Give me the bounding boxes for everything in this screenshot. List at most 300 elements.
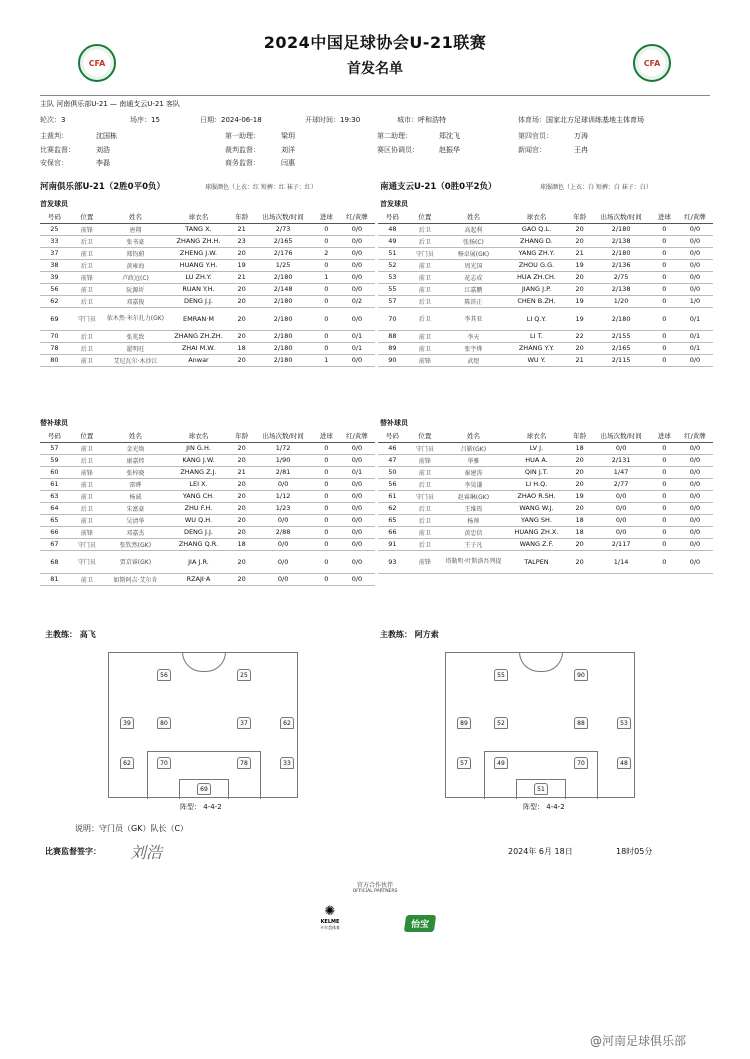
table-row [378,259,713,271]
table-cell: 2/165 [591,342,652,354]
table-cell: ZHOU G.G. [504,259,569,271]
table-cell: 18 [231,342,253,354]
table-row [378,223,713,235]
table-cell: 20 [569,502,591,514]
table-cell: 后卫 [407,295,443,307]
table-cell: ZHANG Z.J. [166,466,231,478]
table-row [40,295,375,307]
table-cell: 19 [569,490,591,502]
table-row [378,478,713,490]
table-cell: 2/75 [591,271,652,283]
home-formation: 阵型： 4-4-2 [180,803,222,811]
table-cell: 守门员 [69,550,105,573]
table-cell: 前卫 [407,259,443,271]
col-header: 号码 [378,430,407,442]
table-cell: 20 [231,354,253,366]
table-cell: 1/25 [253,259,314,271]
table-cell: 0/1 [339,330,375,342]
partners-subtitle: OFFICIAL PARTNERS [352,889,398,894]
col-header: 出场次数/时间 [253,430,314,442]
table-cell: 0 [652,271,677,283]
table-row [40,478,375,490]
table-cell: 张宇烨 [443,342,504,354]
table-cell: QIN J.T. [504,466,569,478]
table-cell: 塔勒明·叶斯洛吾列提 [443,550,504,573]
col-header: 号码 [40,211,69,223]
table-cell: 57 [40,442,69,454]
table-cell: 80 [40,354,69,366]
table-cell: 0/0 [677,354,713,366]
table-cell: 0 [652,235,677,247]
table-cell: 守门员 [407,247,443,259]
yibao-logo: 怡宝 [404,915,436,932]
table-cell: 20 [231,502,253,514]
table-row [378,295,713,307]
table-cell: 2/180 [253,330,314,342]
table-cell: 37 [40,247,69,259]
col-header: 姓名 [443,430,504,442]
field-no: 场序：15 [130,116,160,124]
table-cell: 0 [652,342,677,354]
table-cell: 依木然·米尔扎力(GK) [105,307,166,330]
table-cell: 后卫 [69,295,105,307]
table-cell: 1/0 [677,295,713,307]
table-cell: 1/20 [591,295,652,307]
table-row [40,259,375,271]
away-subs-label: 替补球员 [380,419,408,427]
table-row [40,490,375,502]
table-cell: 0 [652,442,677,454]
table-cell: 李天 [443,330,504,342]
table-cell: 前锋 [69,466,105,478]
table-cell: 1/47 [591,466,652,478]
table-cell: 1/23 [253,502,314,514]
table-cell: 黄忠信 [443,526,504,538]
table-cell: 1/90 [253,454,314,466]
table-cell: 2/138 [591,235,652,247]
table-cell: 59 [40,454,69,466]
player-shirt-icon: 33 [280,757,294,769]
table-cell: 78 [40,342,69,354]
table-row [378,330,713,342]
table-cell: 0 [652,526,677,538]
table-cell: 56 [40,283,69,295]
table-cell: 0/0 [253,514,314,526]
table-cell: 57 [378,295,407,307]
table-cell: 后卫 [407,538,443,550]
sign-date: 2024年 6月 18日 [508,847,573,856]
table-cell: 0 [314,283,339,295]
table-cell: 0 [652,247,677,259]
player-shirt-icon: 39 [120,717,134,729]
table-row [378,247,713,259]
table-row [378,283,713,295]
table-cell: 2 [314,247,339,259]
table-cell: 0/0 [339,354,375,366]
table-cell: 1 [314,271,339,283]
table-cell: 18 [569,526,591,538]
table-cell: 后卫 [69,330,105,342]
table-cell: 20 [231,550,253,573]
table-cell: 20 [231,247,253,259]
table-cell: 61 [40,478,69,490]
table-cell: 0/0 [339,454,375,466]
table-cell: 0/0 [677,442,713,454]
table-cell: 0/0 [677,466,713,478]
player-shirt-icon: 88 [574,717,588,729]
table-row [40,330,375,342]
col-header: 位置 [407,430,443,442]
table-cell: 0 [314,538,339,550]
table-cell: 0 [314,573,339,585]
table-cell: HUA ZH.CH. [504,271,569,283]
player-shirt-icon: 48 [617,757,631,769]
table-row [40,550,375,573]
table-cell: 49 [378,235,407,247]
table-cell: 秦建涛 [443,466,504,478]
table-row [378,442,713,454]
table-cell: 0 [314,235,339,247]
table-cell: 前卫 [407,271,443,283]
table-cell: 李昊谦 [443,478,504,490]
home-formation-pitch [108,652,298,798]
table-cell: 0 [314,259,339,271]
table-cell: 0/2 [339,295,375,307]
table-cell: 48 [378,223,407,235]
table-cell: 70 [40,330,69,342]
table-row [40,538,375,550]
table-cell: 2/155 [591,330,652,342]
table-cell: 18 [569,514,591,526]
table-row [40,526,375,538]
col-header: 进球 [652,211,677,223]
table-cell: Anwar [166,354,231,366]
home-starters-label: 首发球员 [40,200,68,208]
table-cell: 2/180 [591,247,652,259]
table-cell: 20 [569,235,591,247]
table-cell: 0 [652,514,677,526]
table-row [378,466,713,478]
table-cell: ZHENG J.W. [166,247,231,259]
table-cell: 花志成 [443,271,504,283]
page-title: 2024中国足球协会U-21联赛 [263,33,487,52]
city: 城市：呼和浩特 [397,116,446,124]
table-cell: 20 [231,526,253,538]
away-coach: 主教练： 阿方索 [380,630,439,639]
table-cell: YANG CH. [166,490,231,502]
table-cell: 1/14 [591,550,652,573]
table-cell: 0 [652,259,677,271]
table-cell: 0 [652,502,677,514]
table-cell: ZHANG D. [504,235,569,247]
table-cell: 56 [378,478,407,490]
table-cell: 0/0 [677,538,713,550]
col-header: 进球 [314,430,339,442]
col-header: 红/黄牌 [339,430,375,442]
table-cell: 杨帅 [443,514,504,526]
table-cell: 60 [40,466,69,478]
table-cell: 守门员 [69,307,105,330]
table-cell: 70 [378,307,407,330]
table-cell: 张书豪 [105,235,166,247]
table-cell: 王维筠 [443,502,504,514]
table-cell: 0/0 [339,502,375,514]
table-cell: 朱富豪 [105,502,166,514]
table-cell: 0 [314,307,339,330]
table-cell: 张兆致 [105,330,166,342]
table-cell: EMRAN·M [166,307,231,330]
table-cell: 0/1 [677,330,713,342]
player-shirt-icon: 52 [494,717,508,729]
table-cell: 0 [314,502,339,514]
table-cell: RUAN Y.H. [166,283,231,295]
table-cell: 20 [231,442,253,454]
table-cell: 20 [569,283,591,295]
table-row [378,514,713,526]
table-cell: 19 [569,259,591,271]
table-row [378,454,713,466]
table-cell: 0 [314,223,339,235]
table-cell: 0 [652,354,677,366]
table-cell: 0 [652,330,677,342]
table-cell: 2/180 [591,307,652,330]
col-header: 红/黄牌 [677,430,713,442]
table-cell: 吕靳(GK) [443,442,504,454]
table-cell: 如斯阿吉·艾尔肯 [105,573,166,585]
table-cell: 55 [378,283,407,295]
col-header: 年龄 [569,430,591,442]
table-cell: 康嘉炜 [105,454,166,466]
table-cell: GAO Q.L. [504,223,569,235]
table-cell: 雷晔 [105,478,166,490]
table-cell: 51 [378,247,407,259]
player-shirt-icon: 70 [157,757,171,769]
col-header: 球衣名 [504,430,569,442]
table-cell: 20 [231,573,253,585]
col-header: 球衣名 [166,430,231,442]
col-header: 红/黄牌 [677,211,713,223]
table-cell: 2/180 [253,342,314,354]
table-cell: 后卫 [407,478,443,490]
table-cell: 47 [378,454,407,466]
table-cell: 20 [231,490,253,502]
player-shirt-icon: 56 [157,669,171,681]
table-row [40,354,375,366]
table-cell: 守门员 [69,538,105,550]
table-cell: 0/0 [677,454,713,466]
col-header: 出场次数/时间 [591,211,652,223]
table-cell: 前卫 [69,478,105,490]
official-0-3: 第四官员： 万涛 [518,132,588,140]
away-starters-label: 首发球员 [380,200,408,208]
table-cell: 20 [231,283,253,295]
table-cell: 卢政远(C) [105,271,166,283]
table-cell: 黄雍海 [105,259,166,271]
table-cell: 2/138 [591,283,652,295]
table-cell: 1/12 [253,490,314,502]
table-cell: 2/73 [253,223,314,235]
table-cell: LI H.Q. [504,478,569,490]
table-cell: 0/0 [339,573,375,585]
table-cell: LV J. [504,442,569,454]
page-subtitle: 首发名单 [347,61,403,77]
table-cell: 0 [314,295,339,307]
col-header: 姓名 [105,211,166,223]
table-cell: 66 [40,526,69,538]
col-header: 球衣名 [166,211,231,223]
table-cell: LEI X. [166,478,231,490]
table-cell: 2/180 [253,354,314,366]
table-cell: WU Y. [504,354,569,366]
table-cell: 守门员 [407,442,443,454]
table-cell: 0/0 [591,490,652,502]
table-cell: 20 [231,514,253,526]
table-cell: 0/0 [339,223,375,235]
center-circle [182,652,226,672]
col-header: 出场次数/时间 [591,430,652,442]
table-cell: 0/0 [677,235,713,247]
table-cell: 0 [314,526,339,538]
table-cell: LI T. [504,330,569,342]
table-cell: 前卫 [407,283,443,295]
official-0-1: 第一助理： 梁玥 [225,132,295,140]
col-header: 球衣名 [504,211,569,223]
table-cell: 高起利 [443,223,504,235]
table-cell: 2/117 [591,538,652,550]
table-cell: JIANG J.P. [504,283,569,295]
player-shirt-icon: 37 [237,717,251,729]
table-cell: 0/0 [339,478,375,490]
table-cell: 2/131 [591,454,652,466]
table-cell: 陈滨正 [443,295,504,307]
kickoff: 开球时间：19:30 [305,116,361,124]
table-cell: 21 [569,247,591,259]
table-cell: DENG J.J. [166,295,231,307]
table-cell: 0 [652,295,677,307]
table-cell: 20 [231,478,253,490]
table-cell: 前锋 [407,550,443,573]
table-cell: 0/0 [339,271,375,283]
cfa-logo-left: CFA [78,44,116,82]
table-cell: 2/180 [253,295,314,307]
table-row [40,342,375,354]
table-cell: 0 [314,466,339,478]
table-cell: WANG Z.F. [504,538,569,550]
table-cell: 0 [314,342,339,354]
table-row [378,502,713,514]
table-cell: 0/1 [677,342,713,354]
table-cell: 0/0 [339,442,375,454]
table-cell: ZHAO R.SH. [504,490,569,502]
col-header: 位置 [69,430,105,442]
table-cell: 0/0 [677,283,713,295]
table-cell: 金光焕 [105,442,166,454]
table-cell: 赵睿琳(GK) [443,490,504,502]
table-cell: 67 [40,538,69,550]
table-row [378,526,713,538]
table-cell: 前锋 [407,354,443,366]
col-header: 姓名 [105,430,166,442]
table-cell: 61 [378,490,407,502]
player-shirt-icon: 80 [157,717,171,729]
player-shirt-icon: 49 [494,757,508,769]
table-cell: 65 [40,514,69,526]
table-cell: 90 [378,354,407,366]
table-row [40,442,375,454]
official-1-0: 比赛监督： 刘浩 [40,146,110,154]
col-header: 进球 [314,211,339,223]
table-cell: 2/115 [591,354,652,366]
table-cell: TANG X. [166,223,231,235]
table-cell: 21 [569,354,591,366]
table-row [40,514,375,526]
table-cell: HUANG ZH.X. [504,526,569,538]
table-cell: HUA A. [504,454,569,466]
table-cell: 华雅 [443,454,504,466]
cfa-logo-right: CFA [633,44,671,82]
table-cell: 后卫 [407,502,443,514]
table-cell: WU Q.H. [166,514,231,526]
teams-line: 主队 河南俱乐部U-21 — 南通支云U-21 客队 [40,100,181,108]
table-cell: 0/0 [677,514,713,526]
table-cell: 0/0 [253,573,314,585]
table-cell: 0/1 [677,307,713,330]
table-cell: 0/0 [677,223,713,235]
table-cell: CHEN B.ZH. [504,295,569,307]
table-cell: 0/0 [253,478,314,490]
table-cell: 前卫 [69,283,105,295]
player-shirt-icon: 57 [457,757,471,769]
player-shirt-icon: 70 [574,757,588,769]
table-cell: 21 [231,271,253,283]
table-cell: 0 [652,223,677,235]
table-cell: 0 [652,466,677,478]
table-cell: LI Q.Y. [504,307,569,330]
table-cell: 22 [569,330,591,342]
col-header: 年龄 [231,430,253,442]
table-cell: 后卫 [69,235,105,247]
table-cell: 2/180 [591,223,652,235]
col-header: 出场次数/时间 [253,211,314,223]
official-2-0: 安保官： 李磊 [40,159,110,167]
away-formation: 阵型： 4-4-2 [523,803,565,811]
table-cell: 20 [569,271,591,283]
table-row [40,223,375,235]
table-cell: 52 [378,259,407,271]
table-cell: 武煜 [443,354,504,366]
table-cell: ZHU F.H. [166,502,231,514]
table-cell: 0 [652,490,677,502]
table-cell: ZHANG ZH.ZH. [166,330,231,342]
table-cell: 前卫 [69,442,105,454]
table-cell: 0/0 [677,271,713,283]
table-cell: 后卫 [69,454,105,466]
table-cell: 20 [569,538,591,550]
table-cell: 0/0 [591,502,652,514]
kelme-logo: ✺ KELME 卡尔美体育 [320,904,340,930]
home-team-name: 河南俱乐部U-21（2胜0平0负） [40,182,166,192]
table-row [378,342,713,354]
table-cell: 后卫 [407,235,443,247]
table-cell: 0/0 [677,259,713,271]
table-cell: 0/0 [253,550,314,573]
table-cell: JIA J.R. [166,550,231,573]
table-cell: 0/0 [591,442,652,454]
table-cell: 0 [314,442,339,454]
player-shirt-icon: 89 [457,717,471,729]
table-cell: 2/81 [253,466,314,478]
table-cell: 0/0 [677,526,713,538]
